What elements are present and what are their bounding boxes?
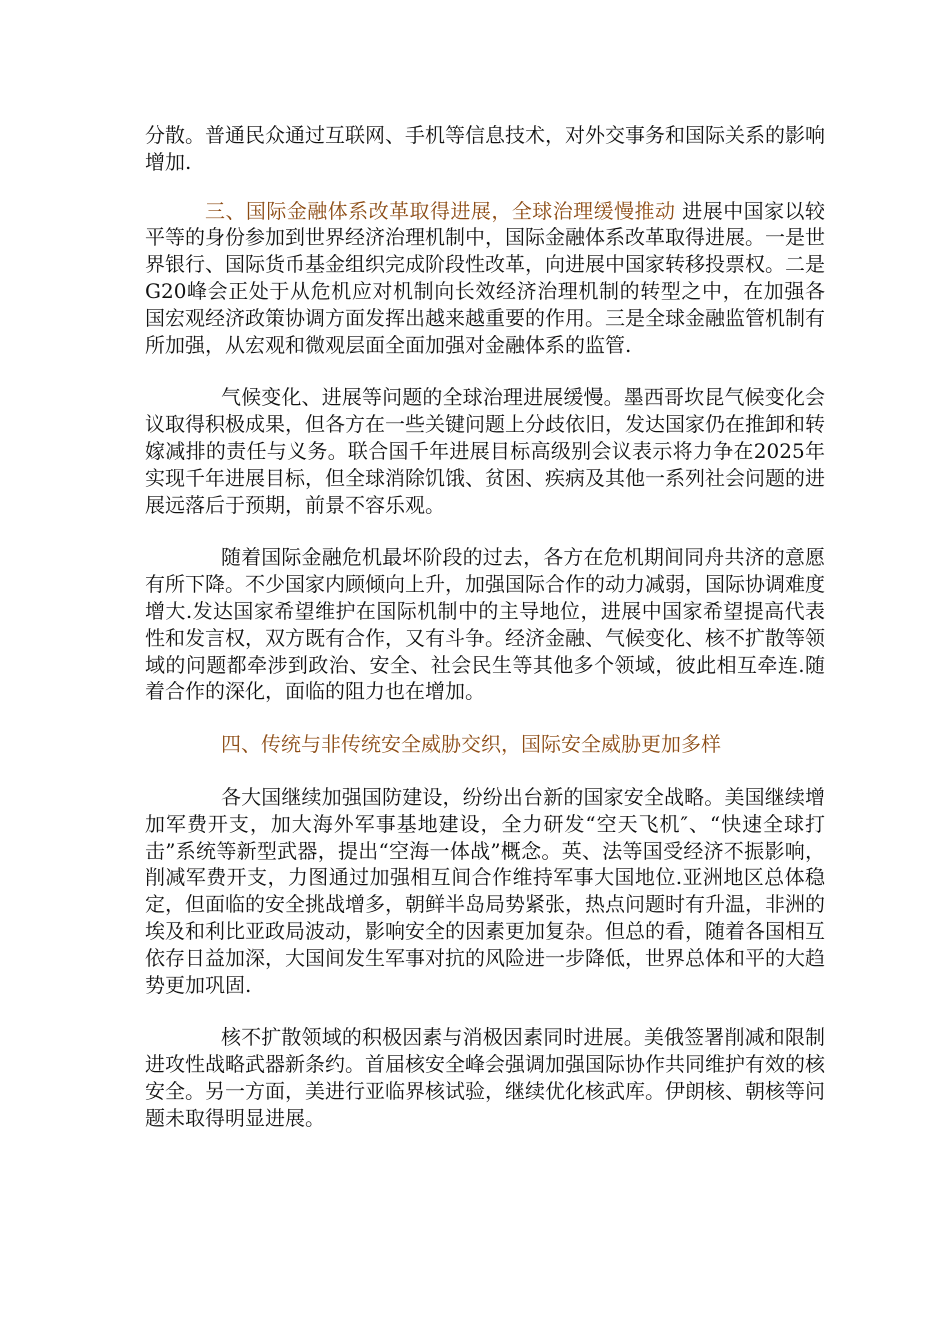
- paragraph-defense: 各大国继续加强国防建设，纷纷出台新的国家安全战略。美国继续增加军费开支，加大海外军事基地建设，全力研发“空天飞机″、“快速全球打击”系统等新型武器，提出“空海一体战”概念。英、法等国受经济不振影响，削减军费开支，力图通过加强相互间合作维持军事大国地位.亚洲地区总体稳定，但面临的安全挑战增多，朝鲜半岛局势紧张，热点问题时有升温，非洲的埃及和利比亚政局波动，影响安全的因素更加复杂。但总的看，随着各国相互依存日益加深，大国间发生军事对抗的风险进一步降低，世界总体和平的大趋势更加巩固.: [145, 784, 825, 997]
- document-page: [145, 122, 825, 1158]
- section-4-heading: 四、传统与非传统安全威胁交织，国际安全威胁更加多样: [221, 732, 721, 757]
- paragraph-nonproliferation: 核不扩散领域的积极因素与消极因素同时进展。美俄签署削减和限制进攻性战略武器新条约。首届核安全峰会强调加强国际协作共同维护有效的核安全。另一方面，美进行亚临界核试验，继续优化核武库。伊朗核、朝核等问题未取得明显进展。: [145, 1025, 825, 1130]
- paragraph-cooperation: 随着国际金融危机最坏阶段的过去，各方在危机期间同舟共济的意愿有所下降。不少国家内顾倾向上升，加强国际合作的动力减弱，国际协调难度增大.发达国家希望维护在国际机制中的主导地位，进展中国家希望提高代表性和发言权，双方既有合作，又有斗争。经济金融、气候变化、核不扩散等领域的问题都牵涉到政治、安全、社会民生等其他多个领域，彼此相互牵连.随着合作的深化，面临的阻力也在增加。: [145, 545, 825, 704]
- paragraph-section-3: [145, 198, 825, 359]
- section-3-heading: 三、国际金融体系改革取得进展，全球治理缓慢推动: [205, 198, 676, 223]
- paragraph-climate: 气候变化、进展等问题的全球治理进展缓慢。墨西哥坎昆气候变化会议取得积极成果，但各方在一些关键问题上分歧依旧，发达国家仍在推卸和转嫁减排的责任与义务。联合国千年进展目标高级别会议表示将力争在2025年实现千年进展目标，但全球消除饥饿、贫困、疾病及其他一系列社会问题的进展远落后于预期，前景不容乐观。: [145, 385, 825, 517]
- paragraph-continuation: 分散。普通民众通过互联网、手机等信息技术，对外交事务和国际关系的影响增加.: [145, 123, 825, 174]
- section-3-body: 进展中国家以较平等的身份参加到世界经济治理机制中，国际金融体系改革取得进展。一是世界银行、国际货币基金组织完成阶段性改革，向进展中国家转移投票权。二是G20峰会正处于从危机应对机制向长效经济治理机制的转型之中，在加强各国宏观经济政策协调方面发挥出越来越重要的作用。三是全球金融监管机制有所加强，从宏观和微观层面全面加强对金融体系的监管.: [145, 198, 826, 357]
